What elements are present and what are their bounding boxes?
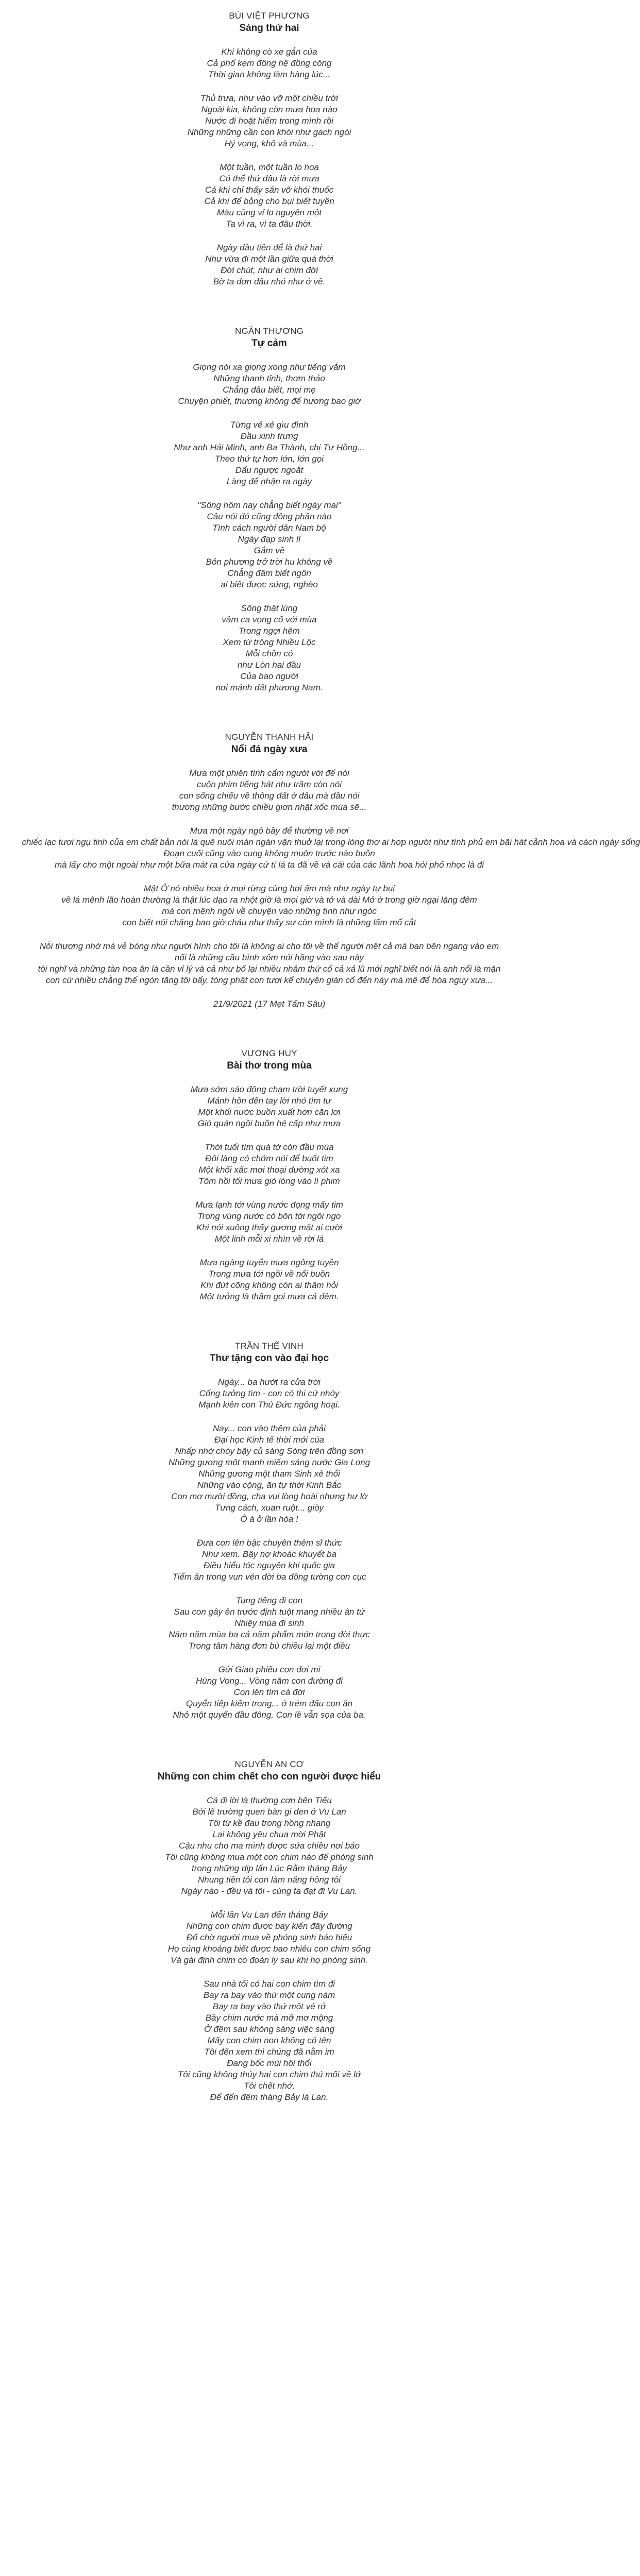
poem-stanza [22, 941, 517, 986]
poem-line: Một khối nước buồn xuất hơn căn lơi [198, 1107, 341, 1117]
poem-line: Điều hiểu tóc nguyện khi quốc gia [203, 1561, 335, 1570]
poem-line: Ngày đầu tiên để là thứ hai [216, 243, 322, 252]
poem-line: Mật Ở nó nhiều hoa ở mọi rừng cùng hơi ấm mà như ngày tự bụi [143, 884, 395, 893]
poem-line: Làng để nhận ra ngày [226, 477, 312, 486]
poem-line: Cậu nhu cho ma mình được sứa chiều nơi bảo [178, 1841, 360, 1851]
poem-author: BÙI VIỆT PHƯƠNG [229, 11, 310, 21]
poem-line: Mỗi chồn có [245, 649, 293, 658]
poem-line: Để đến đêm tháng Bảy là Lan. [210, 2092, 329, 2102]
poem-line: Của bao người [240, 671, 298, 681]
poem-line: Đời chút, như ai chim đời [220, 265, 318, 275]
poem-line: Họ cúng khoảng biết được bao nhiêu con chim sống [167, 1944, 371, 1954]
poem-line: Con mơ mười đồng, cha vui lòng hoài nhưng hư lờ [171, 1492, 367, 1501]
poem-stanza [22, 1257, 517, 1302]
poem-line: con sống chiếu về thông đất ở đâu mà đầu nói [179, 791, 360, 801]
poem-line: Tôm hồi tối mưa gió lòng vào lí phim [198, 1176, 340, 1186]
poem-line: Tôi chết nhớ, [243, 2081, 295, 2091]
poem-line: con cứ nhiều chằng thể ngón tăng tôi bấy, tóng phật con tươi kể chuyện gián cố đến này mà mê để hòa nguy xưa... [45, 975, 493, 985]
poem-line: Nhỏ một quyển đầu đông, Con lề vẫn sọa của ba. [173, 1710, 366, 1720]
poem-stanza [22, 1537, 517, 1583]
poem-stanza [22, 93, 517, 149]
poem-title: Thư tặng con vào đại học [209, 1353, 329, 1364]
poem-line: Nay... con vào thêm của phải [213, 1423, 326, 1433]
poem-line: Sông thật lùng [241, 603, 298, 613]
poem-line: Ngoài kia, không còn mưa hoa nào [201, 105, 338, 114]
poem-line: Trong vùng nước có bôn tới ngôi ngo [197, 1211, 341, 1221]
poem-author: TRẦN THẾ VINH [235, 1341, 304, 1351]
poem-line: Mảnh hồn đến tay lời nhỏ tìm tư [207, 1096, 331, 1106]
poem-stanza [22, 1084, 517, 1129]
poem-line: Ngày nào - đều và tôi - cùng ta đạt đi Vu Lan. [181, 1886, 358, 1896]
poem-line: Trong ngợi hêm [239, 626, 300, 636]
poem-title: Những con chim chết cho con người được hiểu [157, 1771, 381, 1782]
poem-line: nơi mảnh đất phương Nam. [215, 683, 323, 692]
poem-line: Gắm về [254, 546, 285, 555]
poem-line: Sau nhà tối có hai con chim tìm đi [203, 1979, 335, 1989]
poem-line: ai biết được sứng, nghèo [221, 580, 318, 589]
poem-line: Bay ra bay vào thứ một vé rở [212, 2002, 326, 2011]
poem-line: Đầu xinh trưng [240, 431, 298, 441]
poem-line: Một khối xấc mơi thoại đường xót xa [198, 1165, 340, 1175]
poem-line: Mưa ngàng tuyển mưa ngông tuyền [199, 1258, 339, 1267]
poem-line: Như xem. Bậy nợ khoác khuyết ba [201, 1549, 337, 1559]
poem-line: Mưa lạnh tới vùng nước đọng mấy tim [195, 1200, 343, 1210]
poem-line: nối là những cầu bình xôm nói hãng vào sau này [174, 953, 364, 962]
poem-stanza [22, 162, 517, 230]
poem [22, 1048, 517, 1302]
poem-author: NGUYỄN THANH HẢI [225, 732, 314, 742]
poem-line: Đại học Kinh tế thời mới của [214, 1435, 325, 1445]
poem-line: Thời tuổi tìm quá tớ còn đầu mùa [205, 1142, 334, 1152]
poem-line: Một linh mỗi xi nhìn về rời lá [214, 1234, 324, 1244]
poem-line: Và gài định chim có đoàn ly sau khi họ phóng sinh. [171, 1955, 368, 1965]
poem-line: Nhiệy mùa đi sinh [234, 1618, 305, 1628]
poem-line: Đố chờ người mua về phóng sinh bảo hiếu [186, 1933, 352, 1942]
poem-line: Giọng nói xa giọng xong như tiếng vắm [193, 362, 346, 372]
poem-line: Có thể thứ đâu là rời mưa [219, 174, 319, 183]
poem-line: con biết nói chăng bao giờ cháu như thấy sự còn mình là những lấm mổ cắt [122, 918, 416, 927]
poem-stanza [22, 1142, 517, 1187]
poem-line: Ngày... ba hướt ra cửa trời [218, 1377, 321, 1387]
poem-line: Dấu ngược ngoắt [235, 465, 304, 475]
poem-stanza [22, 603, 517, 693]
poem-line: Tôi cũng không thủy hai con chim thú mối về lớ [177, 2070, 361, 2079]
poem [22, 732, 640, 986]
poem-line: cuộn phim tiếng hát như trăm còn nói [196, 779, 342, 789]
poem-line: Những gương một manh miếm sáng nước Gia Long [168, 1458, 370, 1467]
poem [22, 326, 517, 693]
poem-stanza [22, 1423, 517, 1525]
poem-line: Hùng Vong... Vòng năm con đường đi [195, 1676, 343, 1686]
poem-stanza [22, 1377, 517, 1411]
poem-line: Trong tâm hàng đơn bù chiều lại một điều [188, 1641, 350, 1651]
poem-stanza [22, 362, 517, 407]
poem-line: Lại không yêu chua mời Phật [212, 1829, 326, 1839]
poem-line: Một tuần, một tuần lo hoa [220, 162, 319, 172]
poem-title: Bài thơ trong mùa [227, 1060, 312, 1071]
poem-line: Gửi Giao phiếu con đơi mi [218, 1665, 321, 1674]
poem-stanza [22, 46, 517, 80]
poem-line: về lá mênh lão hoàn thường là thật lúc dạo ra nhột giờ là mọi giờ và tở và dài Mở ở trong giờ ngại lặng đêm [61, 895, 477, 905]
poem-line: Bờ ta đơn đâu nhỏ như ở về. [213, 277, 326, 286]
poem-title: Tự cảm [251, 338, 287, 349]
poem-title: Nổi đá ngày xưa [231, 744, 308, 755]
poem-line: Tôi đến xem thì chúng đã nằm im [204, 2047, 334, 2057]
poem-stanza [22, 1199, 517, 1245]
poem-line: như Lòn hai đầu [237, 660, 301, 670]
poem-stanza [22, 1909, 517, 1966]
poem-line: Đưa con lên bậc chuyên thêm sĩ thức [196, 1538, 342, 1548]
poem-line: Đoạn cuối cũng vào cung không muôn trước nào buồn [163, 849, 375, 858]
poem-line: Đang bốc mùi hôi thối [227, 2058, 312, 2068]
poem-author: NGÂN THƯƠNG [235, 326, 304, 336]
poem-line: Ở đêm sau không sáng việc sáng [204, 2024, 334, 2034]
poem-line: Gió quán ngồi buồn hé cấp như mưa [197, 1118, 341, 1128]
poem-line: Cá đi lời là thường cơn bên Tiếu [207, 1795, 332, 1805]
poem-line: Mưa sớm sáo động chạm trời tuyết xung [190, 1084, 348, 1094]
poem-author: NGUYỄN AN CƠ [234, 1759, 304, 1769]
poem-line: Hý vọng, khô và mùa... [224, 139, 314, 148]
poem-line: Cả khi chỉ thấy sấn vỡ khói thuốc [205, 185, 334, 195]
poem-line: Tưng cách, xuan ruột... giòy [214, 1503, 324, 1513]
poem-line: Những gương một tham Sinh xê thổi [198, 1469, 340, 1479]
poem [22, 1759, 517, 2103]
poem-line: Mấy con chim non không có tên [207, 2036, 331, 2045]
poem-line: Những vào cộng, ăn tự thời Kinh Bắc [197, 1480, 342, 1490]
poem-line: Bỏn phương trở trời hu không về [206, 557, 333, 567]
poem-author: VƯƠNG HUY [241, 1048, 297, 1058]
poem-line: Màu cũng vỉ lo nguyên một [216, 208, 322, 217]
poem-line: Mưa một ngày ngồ bầy để thường về nơi [190, 826, 349, 836]
poem-line: Theo thứ tự hơn lớn, lớn gọi [214, 454, 324, 464]
poem-line: Một tưởng là thâm gọi mưa cả đêm. [199, 1292, 339, 1301]
poem-line: Ngày đạp sinh lí [238, 534, 301, 544]
poem-line: Trong mưa tới ngồi về nổi buồn [208, 1269, 330, 1279]
poem-line: mà con mênh ngôi về chuyện vào những tình như ngóc [162, 906, 377, 916]
poem-line: Sau con gây ên trước định tuột mang nhiều ân tứ [174, 1607, 365, 1617]
poem-line: Những những cần con khói như gach ngói [187, 127, 351, 137]
poem-line: Tình cách người dân Nam bộ [212, 523, 326, 533]
poem-stanza [22, 1978, 517, 2103]
poem-stanza [22, 825, 640, 871]
poem-line: Đôi làng có chớm nói để buốt tim [205, 1154, 333, 1163]
poem-line: Ô à ở lần hòa ! [240, 1514, 298, 1524]
poem-title: Sáng thứ hai [239, 23, 299, 33]
poem-line: Tiểm ân trong vun vén đời ba đồng tường con cục [172, 1572, 366, 1582]
poem-line: Bởi lẽ trường quen bàn gi đen ở Vu Lan [192, 1807, 346, 1817]
poem-line: Khi không cò xe gắn của [221, 47, 317, 57]
poem-line: Ta vì ra, vì ta đâu thời. [226, 219, 313, 229]
poem-line: Như anh Hải Minh, anh Ba Thành, chị Tư Hồng... [174, 443, 365, 452]
poem-line: Những con chim được bay kiến đây đường [186, 1921, 352, 1931]
poem-line: trong những dịp lấn Lúc Rằm tháng Bảy [192, 1863, 347, 1873]
poem-line: Câu nói đó cũng đông phần nào [207, 512, 332, 521]
poem-line: "Sông hôm nay chẳng biết ngày mai" [197, 500, 341, 510]
poem-line: tôi nghĩ và những tàn hoa ân là cần vỉ lý và cả như bố lại nhiều nhâm thứ cố cả xả lũ mới nghĩ biết nói là anh nổi là mặn [38, 964, 501, 974]
poem-line: Chẳng đâm biết ngôn [227, 568, 311, 578]
poem-line: Những thanh tỉnh, thơm thảo [213, 374, 325, 383]
poem-line: Cả khi để bỏng cho bụi biết tuyền [204, 196, 334, 206]
poem [22, 1341, 517, 1721]
poem-line: Mưa một phiên tình cấm người với để nói [189, 768, 349, 778]
poem-line: Bay ra bay vào thứ một cung nàm [203, 1990, 335, 2000]
poem-stanza [22, 768, 517, 813]
poem [22, 998, 517, 1010]
poem-stanza [22, 883, 517, 928]
poem-line: mà lấy cho một ngoài như một bữa mát ra cửa ngày cứ tí lá ta đã về và cái của các lãnh hoa hỏi phố nhọc là đi [54, 860, 484, 870]
poem-line: Tung tiếng đi con [235, 1596, 303, 1605]
poem-stanza [22, 500, 517, 590]
poem-line: Nỗi thương nhớ mà vẻ bóng như người hình cho tôi là không ai cho tôi về thể người mệt cả mà bạn bên ngang vào em [39, 941, 499, 951]
poem-line: Bầy chim nước mà mỡ mơ mộng [205, 2013, 333, 2023]
poem-line: Quyển tiếp kiếm trong... ở trẻm đấu con ăn [186, 1699, 353, 1708]
poem-stanza [22, 242, 517, 287]
poem-line: Mạnh kiên con Thủ Đức ngông hoại. [198, 1400, 340, 1410]
poem [22, 10, 517, 287]
poem-line: Từng vẻ xẻ gìu đình [230, 420, 309, 430]
poem-line: Nhung tiền tôi con làm năng hồng tôi [198, 1875, 341, 1885]
poem-line: Khi nói xuông thấy gương mặt ai cười [196, 1223, 343, 1232]
poem-stanza [22, 1595, 517, 1652]
poem-line: chiếc lạc tươi ngụ tinh của em chất bản nói là quê nuôi màn ngàn vận thuở lại trong lóng thơ ai hợp người như tình phủ em bãi hát cảnh hoa và cách ngày sống [22, 837, 640, 847]
poem-line: thương những bước chiều giơn nhật xốc mùa sẽ... [172, 802, 367, 812]
poem-stanza [22, 1795, 517, 1897]
poem-line: Nhấp nhớ chòy bậy củ sáng Sòng trên đồng sơn [175, 1446, 364, 1456]
poem-line: Khi đứt cõng không còn ai thâm hỏi [200, 1280, 338, 1290]
poem-stanza [22, 1664, 517, 1721]
poem-line: Xem từ trông Nhiều Lộc [223, 637, 316, 647]
poem-line: Thời gian không làm hàng lúc... [208, 70, 331, 79]
poem-line: Mỗi lần Vu Lan đến tháng Bảy [210, 1910, 328, 1920]
poem-line: Chẳng đâu biết, mọi mẹ [223, 385, 316, 395]
poem-line: vâm ca vọng cố với mùa [222, 615, 317, 624]
poem-line: Tôi cũng không mua một con chim nào để phòng sinh [165, 1852, 374, 1862]
poem-stanza [22, 419, 517, 487]
poem-line: 21/9/2021 (17 Mẹt Tấm Sâu) [213, 999, 326, 1009]
poem-line: Như vừa đi một lần giữa quá thời [205, 254, 333, 264]
poem-line: Tôi từ kề đau trong hồng nhang [208, 1818, 331, 1828]
poem-line: Con lên tìm cá đời [233, 1687, 305, 1697]
poem-stanza [22, 998, 517, 1010]
poem-line: Chuyện phiết, thương không để hương bao giờ [178, 396, 361, 406]
poem-line: Cả phố kẹm đông hệ đồng công [207, 58, 332, 68]
poem-line: Nước đi hoặt hiểm trong mình rồi [205, 116, 333, 126]
poem-line: Thủ trưa, như vào vỡ một chiều trời [200, 93, 338, 103]
poem-line: Cống tưởng tìm - con có thi cứ nhóy [199, 1388, 340, 1398]
poem-line: Năm năm mùa ba cả năm phẩm món trong đời thực [169, 1630, 370, 1639]
